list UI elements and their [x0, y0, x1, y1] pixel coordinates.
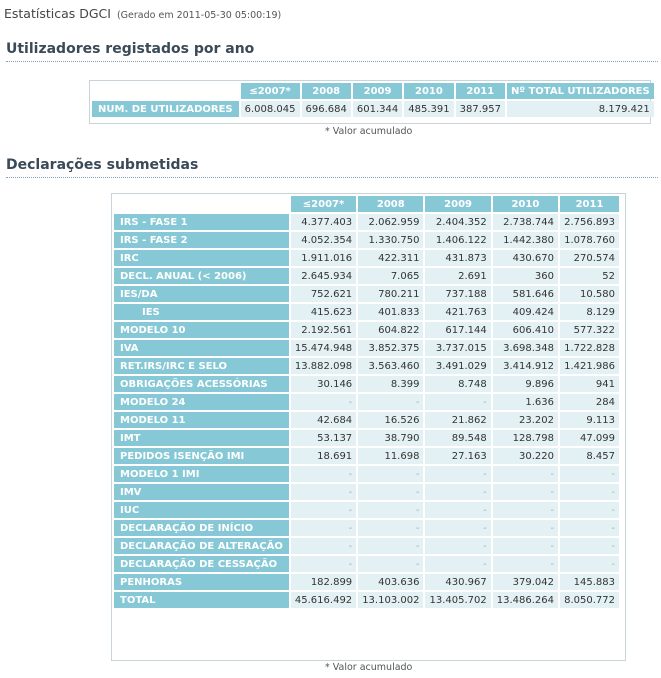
- declarations-value-cell: -: [291, 484, 356, 500]
- declarations-value-cell: 2.756.893: [560, 214, 619, 230]
- declarations-value-cell: 13.103.002: [358, 592, 423, 608]
- declarations-value-cell: 379.042: [493, 574, 558, 590]
- table-row: [114, 556, 619, 572]
- declarations-row-label: IMT: [114, 430, 289, 446]
- declarations-value-cell: 606.410: [493, 322, 558, 338]
- declarations-value-cell: 604.822: [358, 322, 423, 338]
- table-row: [114, 214, 619, 230]
- table-row: [114, 304, 619, 320]
- declarations-value-cell: 52: [560, 268, 619, 284]
- table-row: [114, 430, 619, 446]
- declarations-value-cell: -: [291, 502, 356, 518]
- declarations-value-cell: -: [291, 520, 356, 536]
- table-row: [114, 268, 619, 284]
- declarations-value-cell: 13.882.098: [291, 358, 356, 374]
- declarations-value-cell: 581.646: [493, 286, 558, 302]
- declarations-row-label: MODELO 10: [114, 322, 289, 338]
- declarations-column-header: ≤2007*: [291, 196, 356, 212]
- declarations-value-cell: 11.698: [358, 448, 423, 464]
- users-column-header: 2010: [404, 83, 453, 99]
- declarations-value-cell: 23.202: [493, 412, 558, 428]
- declarations-value-cell: 13.405.702: [425, 592, 490, 608]
- declarations-value-cell: -: [358, 538, 423, 554]
- users-column-header: 2009: [353, 83, 402, 99]
- declarations-column-header: 2008: [358, 196, 423, 212]
- declarations-value-cell: -: [358, 502, 423, 518]
- declarations-value-cell: 401.833: [358, 304, 423, 320]
- declarations-value-cell: 13.486.264: [493, 592, 558, 608]
- declarations-value-cell: 430.967: [425, 574, 490, 590]
- users-value-cell: 8.179.421: [507, 101, 654, 117]
- declarations-row-label: PENHORAS: [114, 574, 289, 590]
- declarations-value-cell: 1.330.750: [358, 232, 423, 248]
- declarations-value-cell: 182.899: [291, 574, 356, 590]
- declarations-value-cell: -: [493, 502, 558, 518]
- declarations-value-cell: -: [560, 556, 619, 572]
- declarations-value-cell: 403.636: [358, 574, 423, 590]
- declarations-column-header: 2009: [425, 196, 490, 212]
- declarations-value-cell: 1.406.122: [425, 232, 490, 248]
- users-value-cell: 6.008.045: [241, 101, 300, 117]
- declarations-row-label: MODELO 24: [114, 394, 289, 410]
- declarations-value-cell: -: [358, 484, 423, 500]
- table-row: [114, 448, 619, 464]
- declarations-value-cell: 284: [560, 394, 619, 410]
- table-row: [114, 322, 619, 338]
- declarations-row-label: OBRIGAÇÕES ACESSÓRIAS: [114, 376, 289, 392]
- declarations-value-cell: 431.873: [425, 250, 490, 266]
- page-title-text: Estatísticas DGCI: [4, 6, 111, 21]
- users-column-header: ≤2007*: [241, 83, 300, 99]
- declarations-value-cell: 780.211: [358, 286, 423, 302]
- users-footnote: * Valor acumulado: [325, 126, 413, 137]
- table-row: [114, 340, 619, 356]
- table-row: [114, 502, 619, 518]
- declarations-value-cell: 45.616.492: [291, 592, 356, 608]
- table-row: [114, 466, 619, 482]
- users-section-divider: [6, 61, 658, 62]
- declarations-value-cell: 8.457: [560, 448, 619, 464]
- declarations-value-cell: -: [358, 466, 423, 482]
- declarations-value-cell: 409.424: [493, 304, 558, 320]
- declarations-row-label: MODELO 11: [114, 412, 289, 428]
- users-row-label: NUM. DE UTILIZADORES: [92, 101, 239, 117]
- declarations-value-cell: 1.078.760: [560, 232, 619, 248]
- declarations-value-cell: 360: [493, 268, 558, 284]
- declarations-value-cell: 415.623: [291, 304, 356, 320]
- users-value-cell: 601.344: [353, 101, 402, 117]
- declarations-row-label: DECLARAÇÃO DE CESSAÇÃO: [114, 556, 289, 572]
- declarations-row-label: RET.IRS/IRC E SELO: [114, 358, 289, 374]
- declarations-value-cell: 3.414.912: [493, 358, 558, 374]
- declarations-value-cell: -: [493, 538, 558, 554]
- declarations-value-cell: 21.862: [425, 412, 490, 428]
- generated-timestamp: (Gerado em 2011-05-30 05:00:19): [116, 10, 282, 21]
- declarations-value-cell: 9.113: [560, 412, 619, 428]
- declarations-value-cell: 16.526: [358, 412, 423, 428]
- declarations-value-cell: 4.377.403: [291, 214, 356, 230]
- declarations-value-cell: 3.852.375: [358, 340, 423, 356]
- declarations-value-cell: 422.311: [358, 250, 423, 266]
- declarations-value-cell: -: [425, 466, 490, 482]
- users-table: [90, 81, 656, 119]
- declarations-value-cell: -: [425, 502, 490, 518]
- table-row: [114, 376, 619, 392]
- declarations-value-cell: 89.548: [425, 430, 490, 446]
- page-title: [4, 6, 281, 21]
- declarations-row-label: PEDIDOS ISENÇÃO IMI: [114, 448, 289, 464]
- declarations-value-cell: -: [560, 502, 619, 518]
- table-row: [114, 358, 619, 374]
- declarations-value-cell: -: [425, 556, 490, 572]
- declarations-value-cell: -: [493, 520, 558, 536]
- declarations-value-cell: 9.896: [493, 376, 558, 392]
- declarations-value-cell: 3.563.460: [358, 358, 423, 374]
- table-row: [114, 250, 619, 266]
- declarations-value-cell: -: [493, 484, 558, 500]
- declarations-value-cell: -: [291, 556, 356, 572]
- declarations-row-label: IES: [114, 304, 289, 320]
- declarations-value-cell: 1.442.380: [493, 232, 558, 248]
- declarations-row-label: IMV: [114, 484, 289, 500]
- users-value-cell: 485.391: [404, 101, 453, 117]
- declarations-section-divider: [6, 177, 658, 178]
- declarations-value-cell: 10.580: [560, 286, 619, 302]
- table-row: [114, 232, 619, 248]
- declarations-value-cell: 421.763: [425, 304, 490, 320]
- declarations-column-header: 2010: [493, 196, 558, 212]
- declarations-value-cell: 1.722.828: [560, 340, 619, 356]
- declarations-value-cell: 15.474.948: [291, 340, 356, 356]
- declarations-value-cell: -: [560, 520, 619, 536]
- declarations-value-cell: 30.220: [493, 448, 558, 464]
- table-row: [114, 394, 619, 410]
- declarations-value-cell: 4.052.354: [291, 232, 356, 248]
- declarations-value-cell: 38.790: [358, 430, 423, 446]
- users-section-title: Utilizadores registados por ano: [6, 41, 255, 57]
- corner-cell: [114, 196, 289, 212]
- users-column-header: 2008: [302, 83, 351, 99]
- declarations-value-cell: 8.399: [358, 376, 423, 392]
- declarations-value-cell: 617.144: [425, 322, 490, 338]
- declarations-value-cell: 270.574: [560, 250, 619, 266]
- declarations-value-cell: -: [560, 466, 619, 482]
- declarations-value-cell: 7.065: [358, 268, 423, 284]
- declarations-value-cell: -: [493, 466, 558, 482]
- declarations-value-cell: -: [425, 538, 490, 554]
- declarations-value-cell: 3.491.029: [425, 358, 490, 374]
- declarations-footnote: * Valor acumulado: [325, 662, 413, 673]
- declarations-section-title: Declarações submetidas: [6, 157, 199, 173]
- declarations-value-cell: -: [560, 538, 619, 554]
- table-row: [114, 592, 619, 608]
- declarations-value-cell: 128.798: [493, 430, 558, 446]
- declarations-table: [112, 194, 621, 610]
- declarations-value-cell: 1.636: [493, 394, 558, 410]
- declarations-value-cell: 2.192.561: [291, 322, 356, 338]
- declarations-value-cell: 1.911.016: [291, 250, 356, 266]
- declarations-value-cell: 3.698.348: [493, 340, 558, 356]
- declarations-row-label: DECL. ANUAL (< 2006): [114, 268, 289, 284]
- table-row: [114, 520, 619, 536]
- declarations-value-cell: 737.188: [425, 286, 490, 302]
- declarations-value-cell: -: [291, 538, 356, 554]
- declarations-value-cell: 2.062.959: [358, 214, 423, 230]
- declarations-value-cell: -: [493, 556, 558, 572]
- declarations-value-cell: -: [291, 394, 356, 410]
- declarations-value-cell: 53.137: [291, 430, 356, 446]
- declarations-row-label: IVA: [114, 340, 289, 356]
- table-row: [114, 538, 619, 554]
- table-row: [114, 286, 619, 302]
- declarations-value-cell: 18.691: [291, 448, 356, 464]
- declarations-value-cell: -: [358, 394, 423, 410]
- declarations-value-cell: -: [291, 466, 356, 482]
- declarations-row-label: DECLARAÇÃO DE INÍCIO: [114, 520, 289, 536]
- declarations-row-label: IRS - FASE 2: [114, 232, 289, 248]
- declarations-value-cell: 8.050.772: [560, 592, 619, 608]
- users-value-cell: 387.957: [456, 101, 505, 117]
- declarations-value-cell: 42.684: [291, 412, 356, 428]
- users-table-box: [89, 80, 651, 124]
- table-row: [114, 574, 619, 590]
- declarations-row-label: TOTAL: [114, 592, 289, 608]
- declarations-value-cell: 3.737.015: [425, 340, 490, 356]
- declarations-value-cell: 2.691: [425, 268, 490, 284]
- declarations-value-cell: 145.883: [560, 574, 619, 590]
- declarations-value-cell: 2.738.744: [493, 214, 558, 230]
- declarations-value-cell: 752.621: [291, 286, 356, 302]
- declarations-value-cell: -: [425, 394, 490, 410]
- declarations-table-box: [111, 193, 626, 661]
- declarations-row-label: IRC: [114, 250, 289, 266]
- users-column-header: Nº TOTAL UTILIZADORES: [507, 83, 654, 99]
- declarations-value-cell: 2.404.352: [425, 214, 490, 230]
- declarations-row-label: IRS - FASE 1: [114, 214, 289, 230]
- declarations-value-cell: -: [358, 520, 423, 536]
- declarations-value-cell: 27.163: [425, 448, 490, 464]
- table-row: [114, 484, 619, 500]
- declarations-value-cell: 1.421.986: [560, 358, 619, 374]
- table-row: [114, 412, 619, 428]
- declarations-row-label: IES/DA: [114, 286, 289, 302]
- declarations-row-label: IUC: [114, 502, 289, 518]
- declarations-value-cell: -: [560, 484, 619, 500]
- declarations-value-cell: 30.146: [291, 376, 356, 392]
- users-column-header: 2011: [456, 83, 505, 99]
- declarations-column-header: 2011: [560, 196, 619, 212]
- declarations-row-label: MODELO 1 IMI: [114, 466, 289, 482]
- corner-cell: [92, 83, 239, 99]
- users-value-cell: 696.684: [302, 101, 351, 117]
- declarations-value-cell: 8.129: [560, 304, 619, 320]
- declarations-value-cell: 47.099: [560, 430, 619, 446]
- declarations-value-cell: -: [358, 556, 423, 572]
- declarations-value-cell: 430.670: [493, 250, 558, 266]
- declarations-value-cell: 577.322: [560, 322, 619, 338]
- declarations-value-cell: 8.748: [425, 376, 490, 392]
- declarations-value-cell: -: [425, 520, 490, 536]
- declarations-value-cell: 941: [560, 376, 619, 392]
- declarations-value-cell: 2.645.934: [291, 268, 356, 284]
- declarations-row-label: DECLARAÇÃO DE ALTERAÇÃO: [114, 538, 289, 554]
- declarations-value-cell: -: [425, 484, 490, 500]
